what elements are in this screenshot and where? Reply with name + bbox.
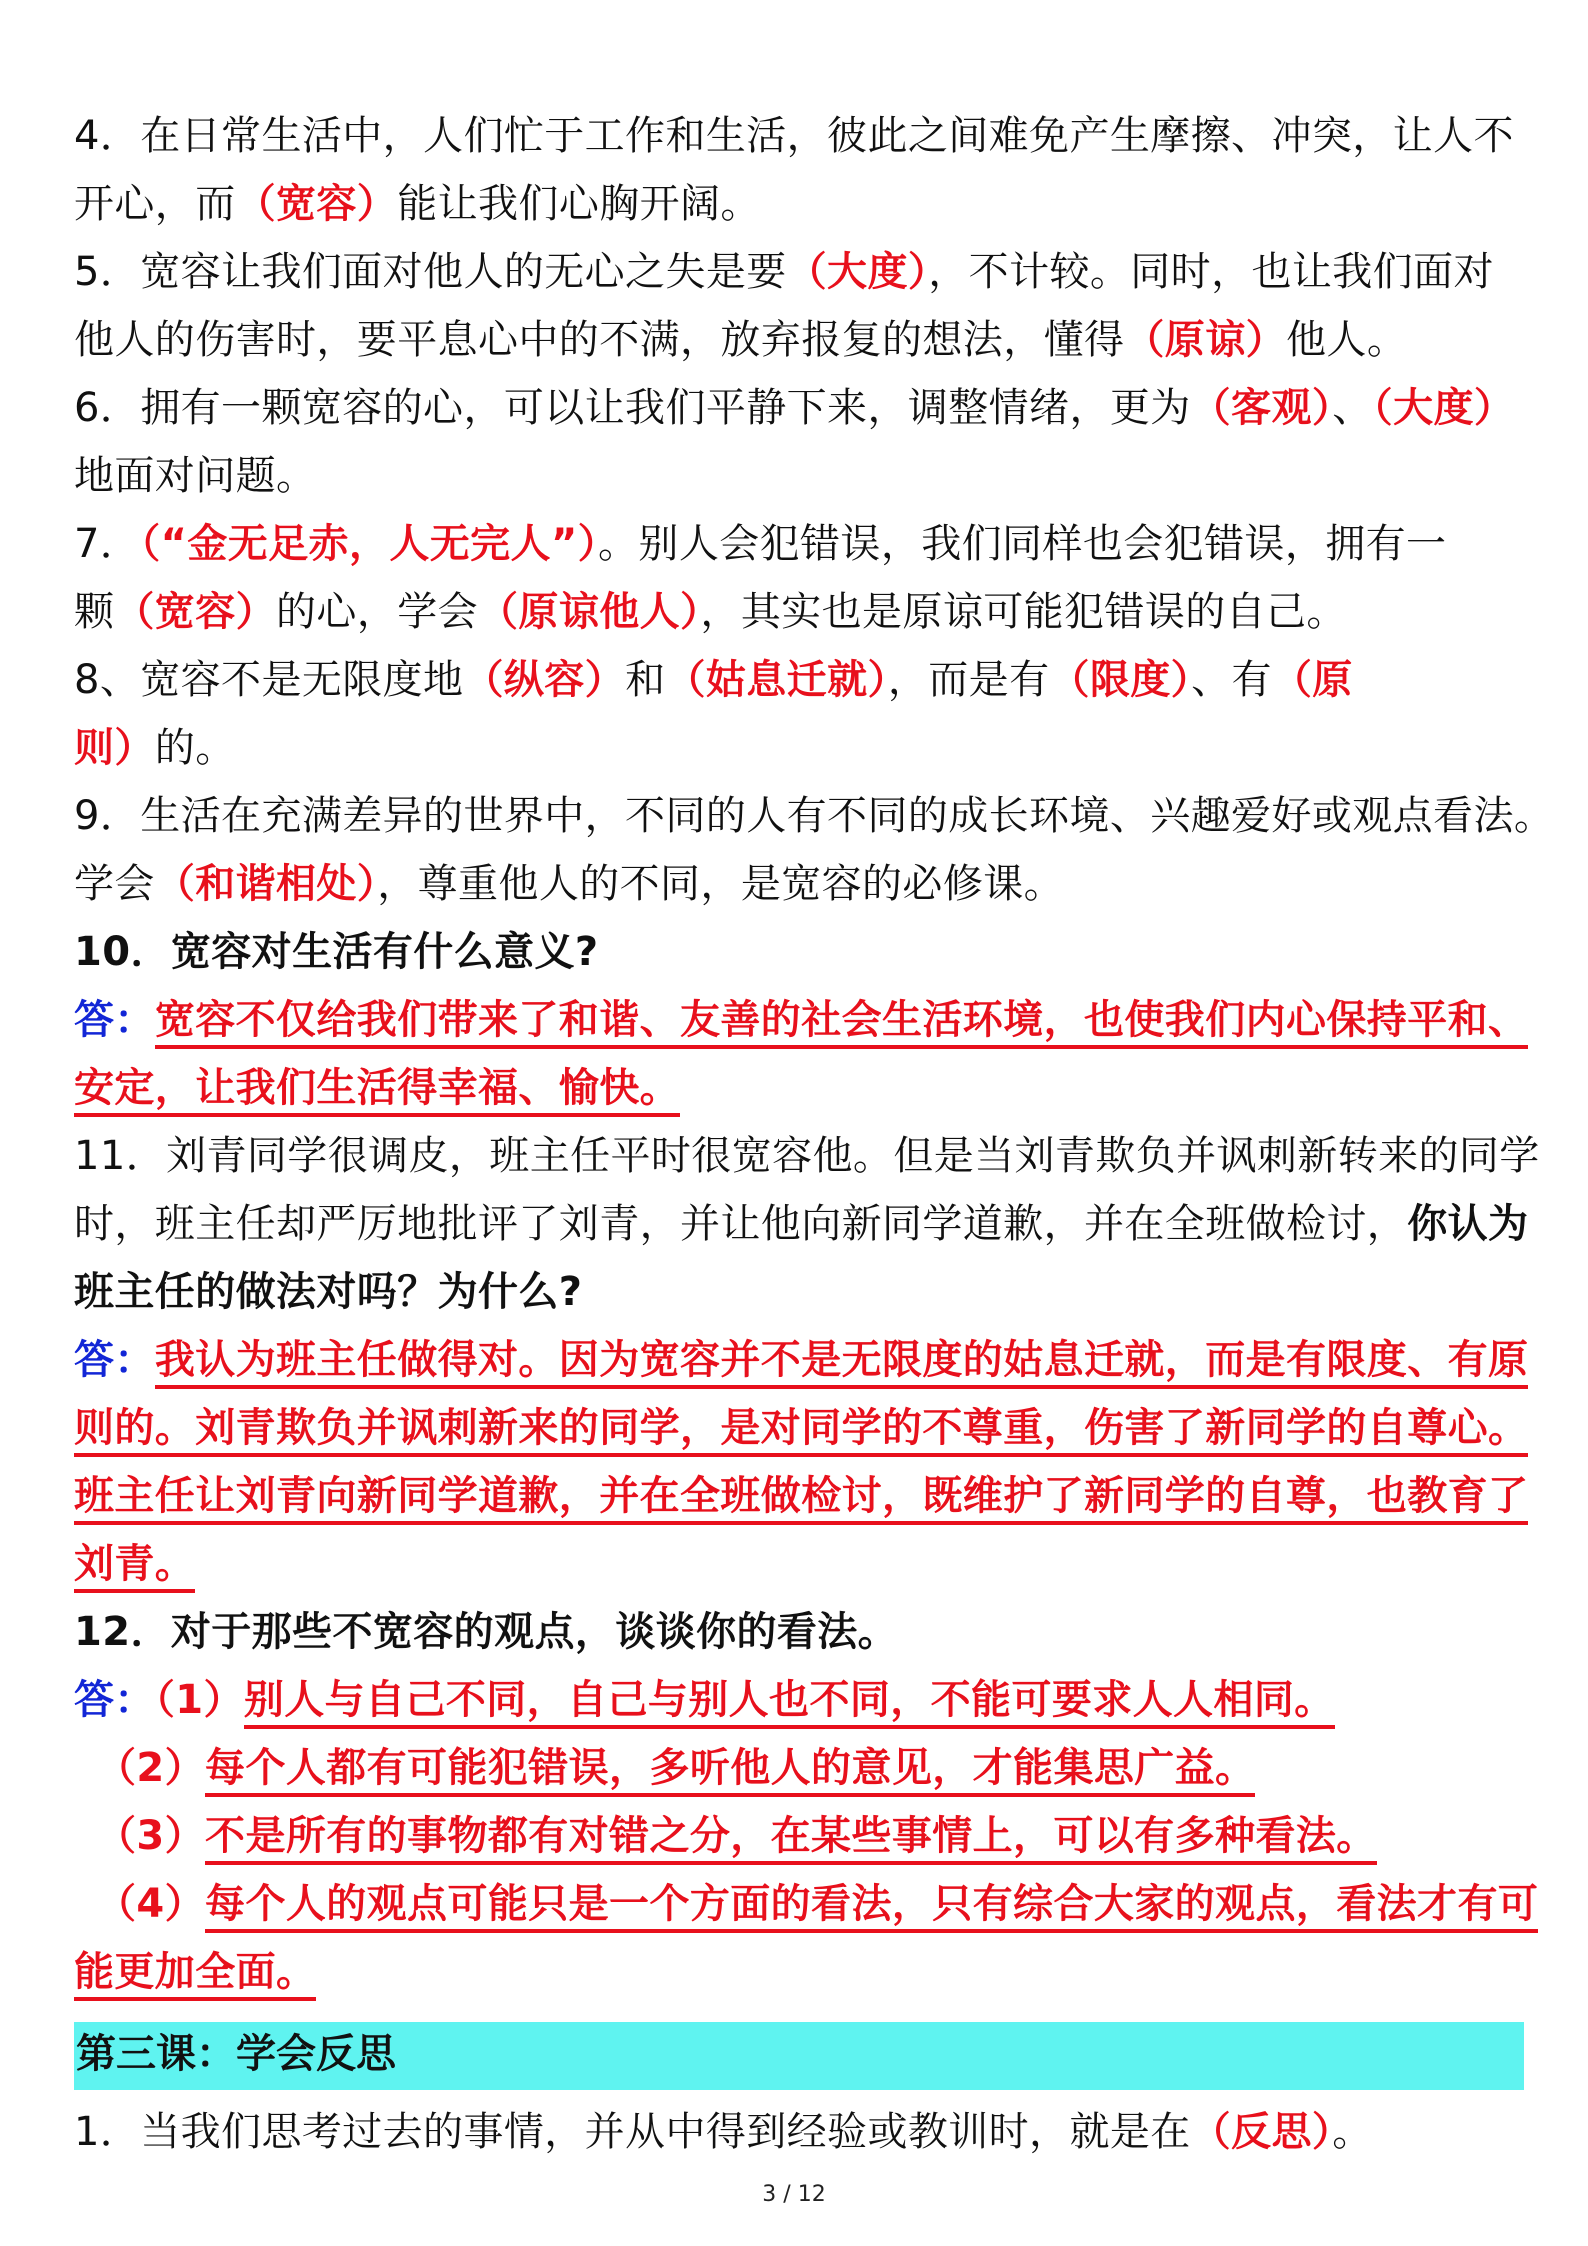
page-number: 3 / 12	[762, 2182, 826, 2207]
answer-text: 则）	[74, 725, 155, 771]
answer-text: 安定，让我们生活得幸福、愉快。	[74, 1065, 680, 1117]
text-segment: ，尊重他人的不同，是宽容的必修课。	[377, 861, 1065, 907]
text-segment: ，而是有	[887, 657, 1050, 703]
text-segment: 的心，学会	[276, 589, 479, 635]
text-line	[74, 384, 1514, 432]
lesson-heading-bar	[74, 2022, 1524, 2090]
answer-text: （宽容）	[114, 589, 277, 635]
text-segment: 8、宽容不是无限度地	[74, 657, 464, 703]
answer-text: 班主任让刘青向新同学道歉，并在全班做检讨，既维护了新同学的自尊，也教育了	[74, 1473, 1528, 1525]
answer-line	[96, 1880, 1538, 1928]
text-line	[74, 520, 1446, 568]
text-line	[74, 2108, 1373, 2156]
answer-line	[74, 1948, 316, 1996]
text-line	[74, 112, 1514, 160]
text-segment: 。	[1332, 2109, 1373, 2155]
answer-line	[74, 1540, 195, 1588]
answer-label: 答：	[74, 1677, 155, 1723]
answer-text: （宽容）	[235, 181, 398, 227]
answer-line	[74, 1676, 1335, 1724]
text-line	[74, 316, 1407, 364]
answer-text: （纵容）	[463, 657, 626, 703]
answer-line	[74, 1336, 1528, 1384]
answer-text: 宽容不仅给我们带来了和谐、友善的社会生活环境，也使我们内心保持平和、	[155, 997, 1529, 1049]
answer-text: 每个人都有可能犯错误，多听他人的意见，才能集思广益。	[205, 1745, 1255, 1797]
answer-text: 我认为班主任做得对。因为宽容并不是无限度的姑息迁就，而是有限度、有原	[155, 1337, 1529, 1389]
answer-text: （姑息迁就）	[665, 657, 888, 703]
answer-text: 则的。刘青欺负并讽刺新来的同学，是对同学的不尊重，伤害了新同学的自尊心。	[74, 1405, 1528, 1457]
text-segment: 时，班主任却严厉地批评了刘青，并让他向新同学道歉，并在全班做检讨，	[74, 1201, 1408, 1247]
answer-text: （大度）	[1372, 385, 1515, 431]
text-segment: 开心，而	[74, 181, 236, 227]
text-segment: 的。	[154, 725, 236, 771]
answer-text: （客观）	[1190, 385, 1333, 431]
question-heading	[74, 1608, 898, 1656]
answer-text: （限度）	[1049, 657, 1192, 703]
text-segment: 学会	[74, 861, 155, 907]
text-line	[74, 860, 1064, 908]
answer-text: 你认为	[1407, 1201, 1529, 1247]
answer-line	[74, 1064, 680, 1112]
answer-text: 刘青。	[74, 1541, 195, 1593]
answer-text: 班主任的做法对吗？为什么?	[74, 1269, 583, 1315]
text-segment: 5．宽容让我们面对他人的无心之失是要	[74, 249, 787, 295]
text-segment: 9．生活在充满差异的世界中，不同的人有不同的成长环境、兴趣爱好或观点看法。	[74, 793, 1555, 839]
answer-text: （“金无足赤，人无完人”）	[140, 521, 599, 567]
text-segment: 7．	[74, 521, 141, 567]
text-segment: 能让我们心胸开阔。	[397, 181, 761, 227]
text-line	[74, 180, 761, 228]
text-segment: 颗	[74, 589, 115, 635]
answer-text: （2）	[96, 1745, 206, 1791]
text-segment: 。别人会犯错误，我们同样也会犯错误，拥有一	[598, 521, 1447, 567]
text-segment: 1．当我们思考过去的事情，并从中得到经验或教训时，就是在	[74, 2109, 1191, 2155]
text-segment: 、	[1332, 385, 1373, 431]
answer-text: 每个人的观点可能只是一个方面的看法，只有综合大家的观点，看法才有可	[205, 1881, 1538, 1933]
answer-line	[74, 1472, 1528, 1520]
text-segment: 他人。	[1286, 317, 1408, 363]
text-line	[74, 1132, 1540, 1180]
text-segment: 他人的伤害时，要平息心中的不满，放弃报复的想法，懂得	[74, 317, 1125, 363]
text-line	[74, 588, 1347, 636]
answer-text: （反思）	[1190, 2109, 1333, 2155]
answer-text: （原谅）	[1124, 317, 1287, 363]
answer-line	[96, 1812, 1377, 1860]
answer-line	[96, 1744, 1255, 1792]
answer-text: （4）	[96, 1881, 206, 1927]
text-segment: 、有	[1191, 657, 1272, 703]
text-line	[74, 452, 316, 500]
text-segment: ，不计较。同时，也让我们面对	[928, 249, 1494, 295]
text-segment: 4．在日常生活中，人们忙于工作和生活，彼此之间难免产生摩擦、冲突，让人不	[74, 113, 1514, 159]
text-line	[74, 724, 236, 772]
answer-text: （和谐相处）	[154, 861, 378, 907]
lesson-heading: 第三课：学会反思	[76, 2031, 396, 2077]
answer-text: 12．对于那些不宽容的观点，谈谈你的看法。	[74, 1609, 899, 1655]
answer-text: （原	[1271, 657, 1353, 703]
answer-line	[74, 1404, 1528, 1452]
answer-text: （3）	[96, 1813, 206, 1859]
text-segment: 6．拥有一颗宽容的心，可以让我们平静下来，调整情绪，更为	[74, 385, 1191, 431]
answer-label: 答：	[74, 997, 155, 1043]
answer-line	[74, 996, 1528, 1044]
answer-text: （大度）	[786, 249, 929, 295]
text-segment: ，其实也是原谅可能犯错误的自己。	[700, 589, 1347, 635]
answer-label: 答：	[74, 1337, 155, 1383]
answer-text: 能更加全面。	[74, 1949, 316, 2001]
answer-text: （1）	[154, 1677, 244, 1723]
text-line	[74, 1200, 1528, 1248]
text-segment: 地面对问题。	[74, 453, 317, 499]
text-line	[74, 792, 1554, 840]
answer-text: 不是所有的事物都有对错之分，在某些事情上，可以有多种看法。	[205, 1813, 1377, 1865]
answer-text: （原谅他人）	[478, 589, 701, 635]
question-heading	[74, 928, 598, 976]
text-segment: 11．刘青同学很调皮，班主任平时很宽容他。但是当刘青欺负并讽刺新转来的同学	[74, 1133, 1540, 1179]
answer-text: 别人与自己不同，自己与别人也不同，不能可要求人人相同。	[244, 1677, 1335, 1729]
answer-text: 10．宽容对生活有什么意义?	[74, 929, 599, 975]
text-segment: 和	[625, 657, 666, 703]
text-line	[74, 248, 1494, 296]
text-line	[74, 656, 1353, 704]
question-heading	[74, 1268, 582, 1316]
